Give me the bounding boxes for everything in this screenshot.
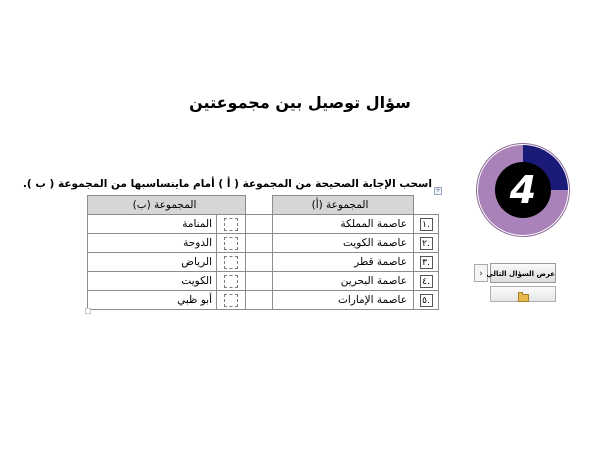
row-number: ١.: [420, 218, 433, 231]
table-move-handle-icon[interactable]: +: [435, 187, 441, 194]
table-row: [88, 215, 439, 234]
drop-target[interactable]: [217, 291, 246, 310]
instruction-text: اسحب الإجابة الصحيحة من المجموعة ( أ ) أمام ماينساسبها من المجموعة ( ب ).: [22, 178, 432, 190]
row-number: ٢.: [420, 237, 433, 250]
group-b-item: الرياض: [88, 253, 217, 272]
next-question-button[interactable]: عرض السؤال التالي: [490, 263, 556, 283]
group-b-item: الكويت: [88, 272, 217, 291]
row-number: ٤.: [420, 275, 433, 288]
drop-target[interactable]: [217, 253, 246, 272]
group-a-item[interactable]: عاصمة الإمارات: [273, 291, 414, 310]
drop-target[interactable]: [217, 215, 246, 234]
group-a-item[interactable]: عاصمة المملكة: [273, 215, 414, 234]
group-b-item: المنامة: [88, 215, 217, 234]
header-group-b: المجموعة (ب): [88, 196, 246, 215]
countdown-timer: [476, 143, 570, 237]
table-row: [88, 253, 439, 272]
group-b-item: أبو ظبي: [88, 291, 217, 310]
question-title: سؤال توصيل بين مجموعتين: [189, 93, 411, 112]
folder-icon: [518, 294, 529, 302]
table-row: [88, 272, 439, 291]
group-a-item[interactable]: عاصمة قطر: [273, 253, 414, 272]
matching-table: [87, 195, 439, 310]
table-resize-handle[interactable]: [85, 308, 91, 314]
row-number: ٣.: [420, 256, 433, 269]
drop-target[interactable]: [217, 272, 246, 291]
group-a-item[interactable]: عاصمة البحرين: [273, 272, 414, 291]
timer-value: 4: [509, 168, 537, 212]
table-header-row: [88, 196, 439, 215]
drop-box[interactable]: [224, 256, 238, 269]
open-folder-button[interactable]: [490, 286, 556, 302]
drop-box[interactable]: [224, 218, 238, 231]
table-row: [88, 291, 439, 310]
drop-target[interactable]: [217, 234, 246, 253]
header-group-a: المجموعة (أ): [273, 196, 414, 215]
row-number: ٥.: [420, 294, 433, 307]
drop-box[interactable]: [224, 275, 238, 288]
drop-box[interactable]: [224, 237, 238, 250]
collapse-arrow-button[interactable]: ›: [474, 264, 488, 282]
group-b-item: الدوحة: [88, 234, 217, 253]
group-a-item[interactable]: عاصمة الكويت: [273, 234, 414, 253]
table-row: [88, 234, 439, 253]
drop-box[interactable]: [224, 294, 238, 307]
